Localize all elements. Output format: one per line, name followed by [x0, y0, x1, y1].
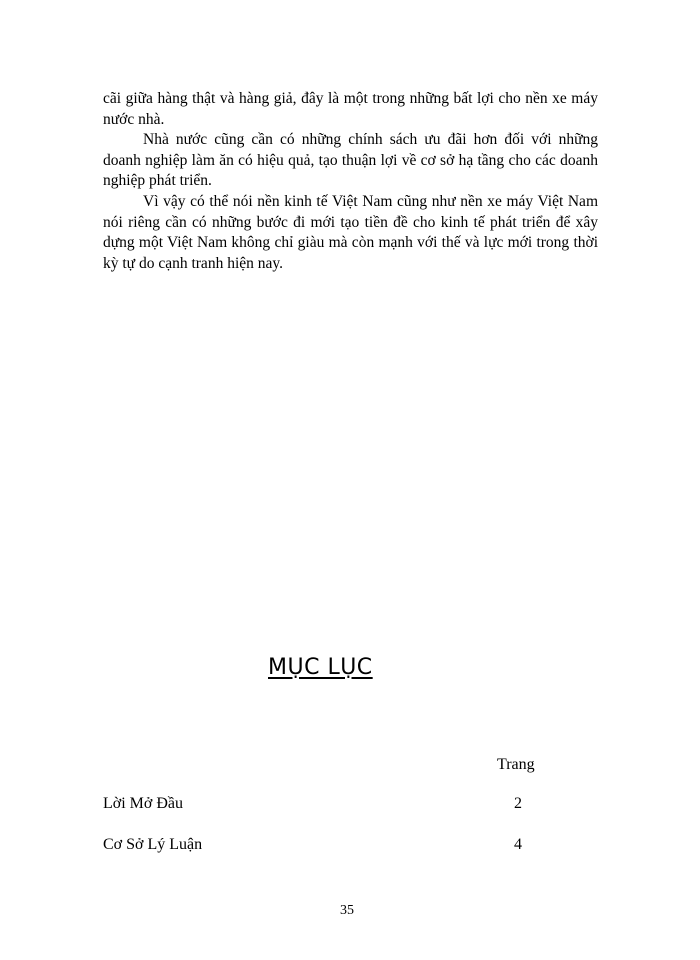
toc-entry-label: Cơ Sở Lý Luận [103, 836, 203, 853]
page-number: 35 [340, 903, 354, 918]
body-text [103, 89, 598, 274]
paragraph-continuation: cãi giữa hàng thật và hàng giả, đây là một trong những bất lợi cho nền xe máy nước nhà. [103, 90, 598, 128]
toc-entry-page: 4 [514, 836, 522, 853]
toc-entry-label: Lời Mở Đầu [103, 795, 184, 812]
toc-entry-page: 2 [514, 795, 522, 812]
paragraph-conclusion: Vì vậy có thể nói nền kinh tế Việt Nam cũng như nền xe máy Việt Nam nói riêng cần có những bước đi mới tạo tiền đề cho kinh tế phát triển để xây dựng một Việt Nam không chỉ giàu mà còn mạnh với thế và lực mới trong thời kỳ tự do cạnh tranh hiện nay. [103, 192, 598, 272]
toc-title: MỤC LỤC [268, 655, 373, 680]
toc-entry [103, 795, 543, 817]
paragraph-policy: Nhà nước cũng cần có những chính sách ưu đãi hơn đối với những doanh nghiệp làm ăn có hiệu quả, tạo thuận lợi về cơ sở hạ tầng cho các doanh nghiệp phát triển. [103, 131, 598, 190]
toc-entry [103, 836, 543, 858]
toc-page-column-header: Trang [497, 756, 535, 773]
